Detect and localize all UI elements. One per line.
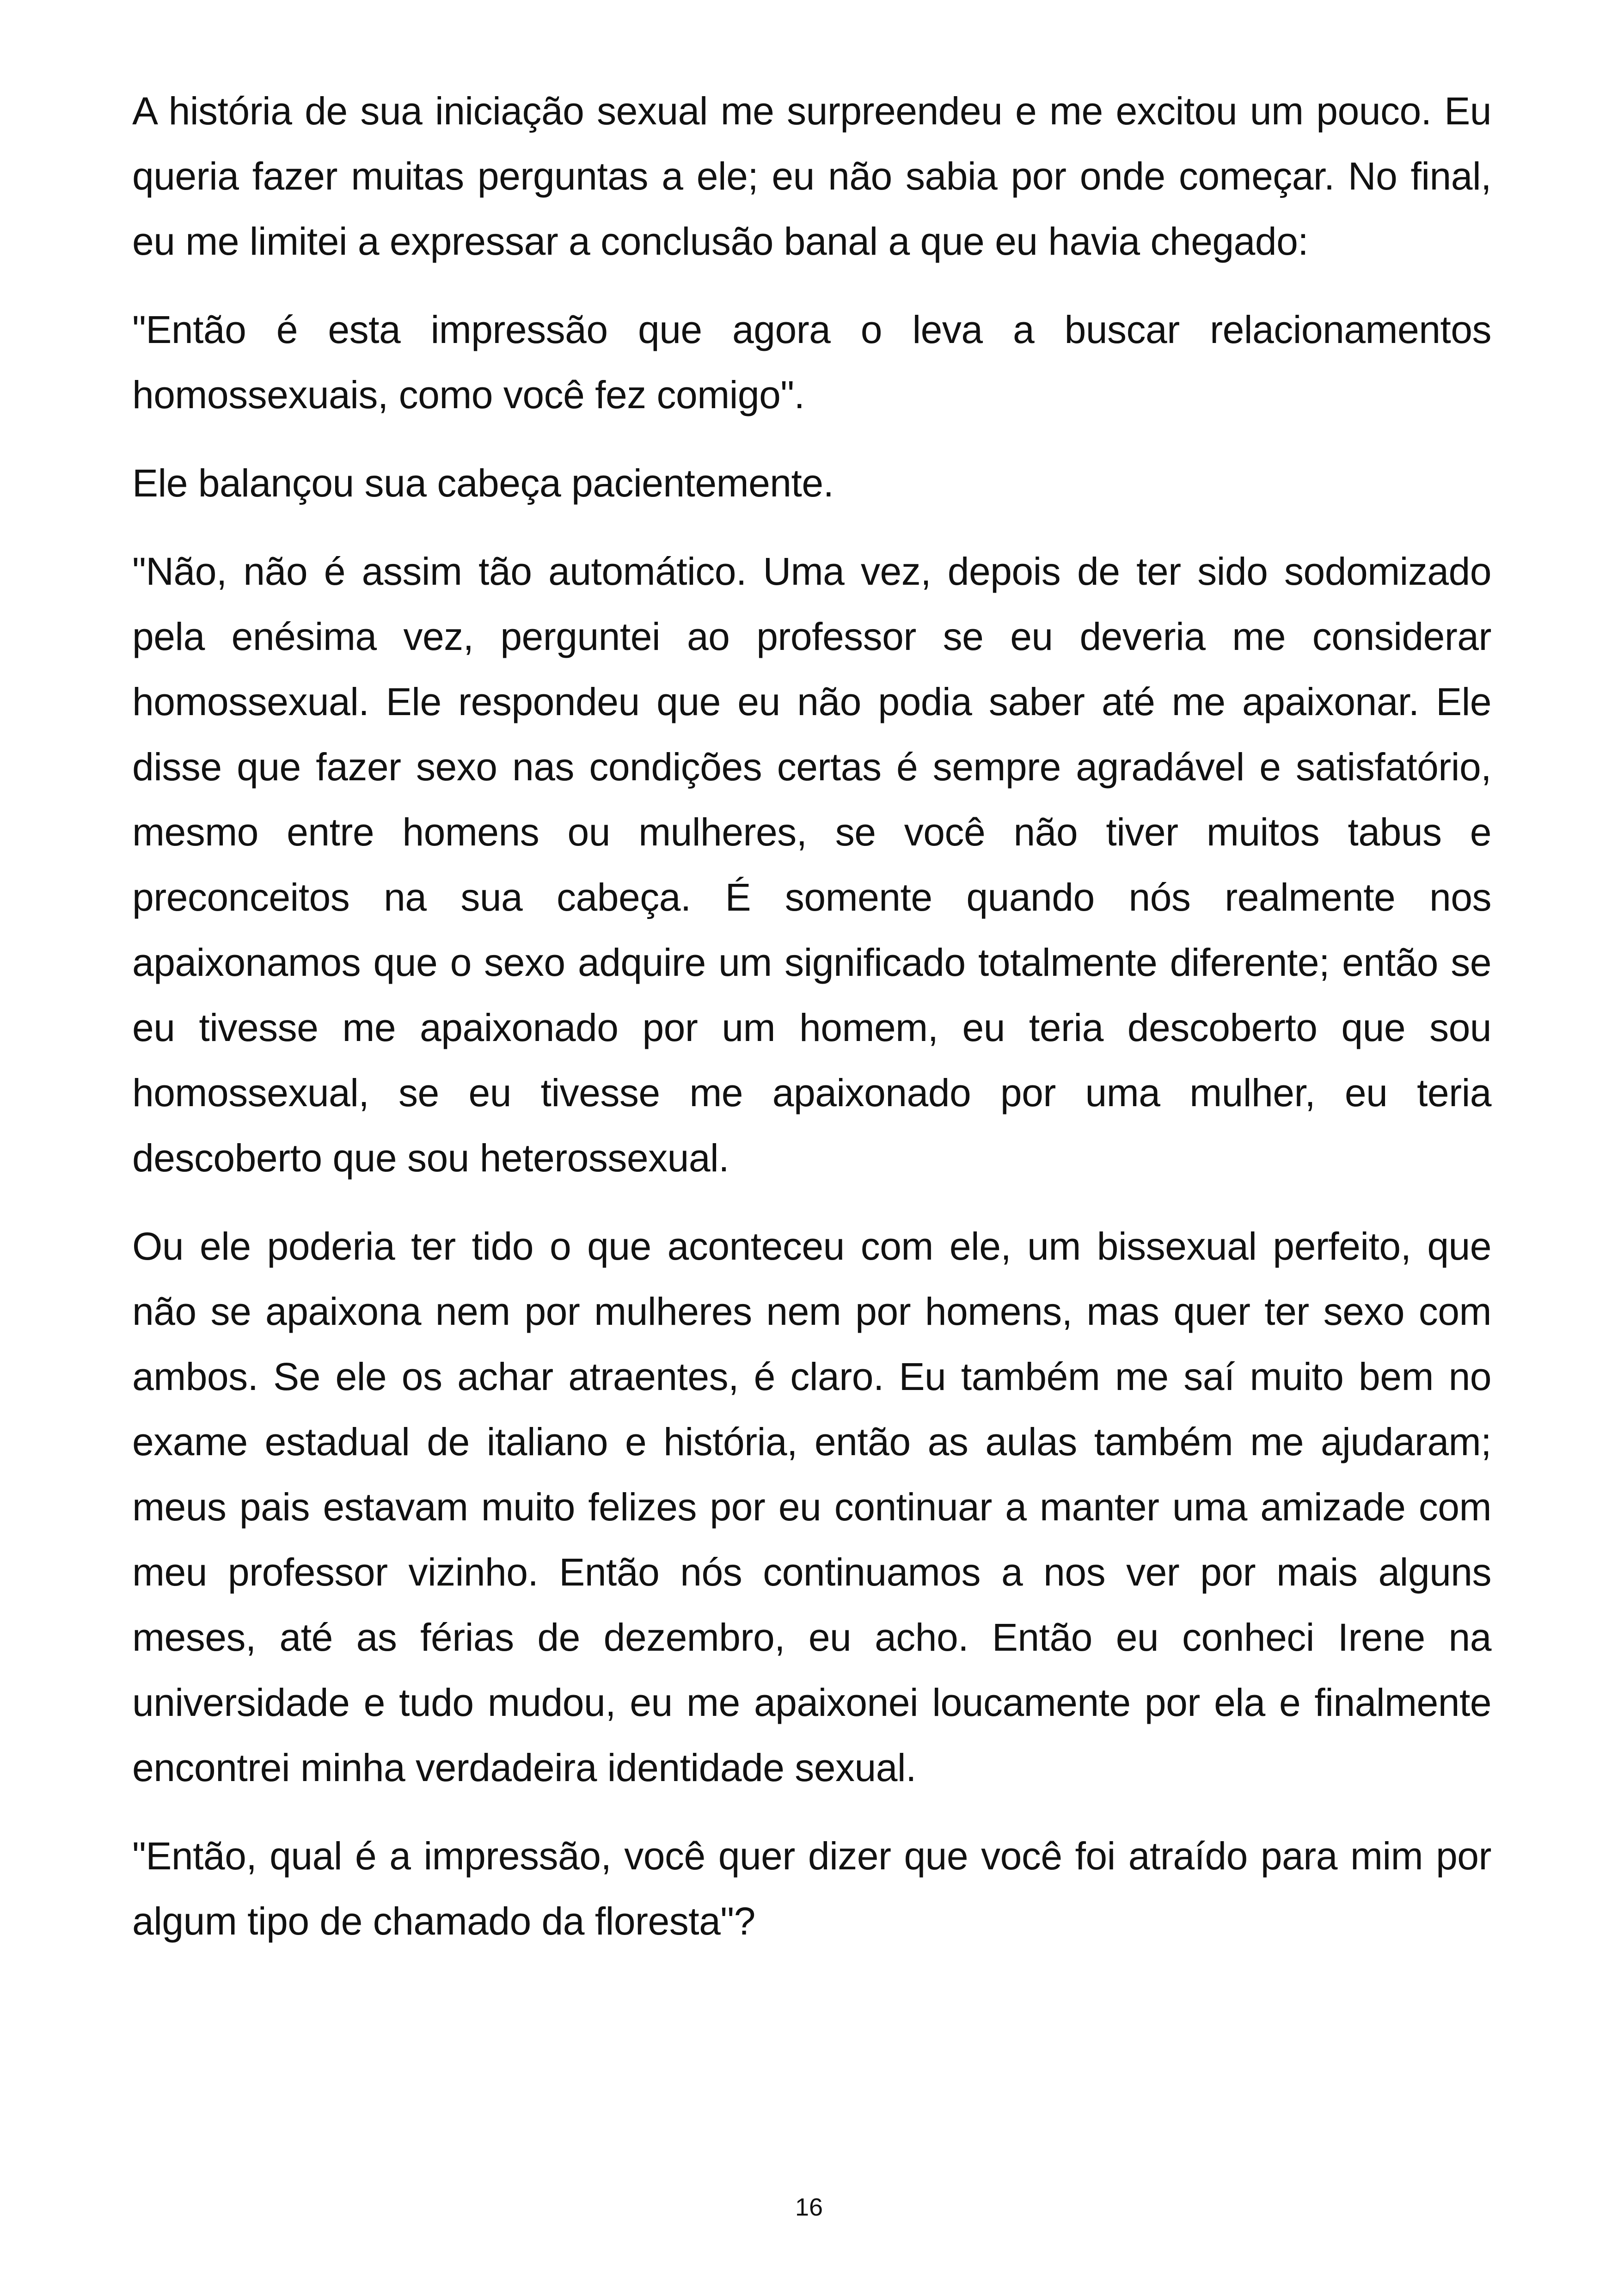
paragraph-4: "Não, não é assim tão automático. Uma vez, depois de ter sido sodomizado pela enésima vez, perguntei ao professor se eu deveria me considerar homossexual. Ele respondeu que eu não podia saber até me apaixonar. Ele disse que fazer sexo nas condições certas é sempre agradável e satisfatório, mesmo entre homens ou mulheres, se você não tiver muitos tabus e preconceitos na sua cabeça. É somente quando nós realmente nos apaixonamos que o sexo adquire um significado totalmente diferente; então se eu tivesse me apaixonado por um homem, eu teria descoberto que sou homossexual, se eu tivesse me apaixonado por uma mulher, eu teria descoberto que sou heterossexual.	[132, 550, 1491, 1180]
paragraph-5: Ou ele poderia ter tido o que aconteceu com ele, um bissexual perfeito, que não se apaixona nem por mulheres nem por homens, mas quer ter sexo com ambos. Se ele os achar atraentes, é claro. Eu também me saí muito bem no exame estadual de italiano e história, então as aulas também me ajudaram; meus pais estavam muito felizes por eu continuar a manter uma amizade com meu professor vizinho. Então nós continuamos a nos ver por mais alguns meses, até as férias de dezembro, eu acho. Então eu conheci Irene na universidade e tudo mudou, eu me apaixonei loucamente por ela e finalmente encontrei minha verdadeira identidade sexual.	[132, 1225, 1491, 1789]
page-number: 16	[795, 2193, 823, 2221]
paragraph-1: A história de sua iniciação sexual me surpreendeu e me excitou um pouco. Eu queria fazer muitas perguntas a ele; eu não sabia por onde começar. No final, eu me limitei a expressar a conclusão banal a que eu havia chegado:	[132, 89, 1491, 263]
paragraph-2: "Então é esta impressão que agora o leva a buscar relacionamentos homossexuais, como você fez comigo".	[132, 308, 1491, 416]
paragraph-6: "Então, qual é a impressão, você quer dizer que você foi atraído para mim por algum tipo de chamado da floresta"?	[132, 1834, 1491, 1943]
paragraph-3: Ele balançou sua cabeça pacientemente.	[132, 461, 834, 505]
body-text	[132, 79, 1491, 1977]
